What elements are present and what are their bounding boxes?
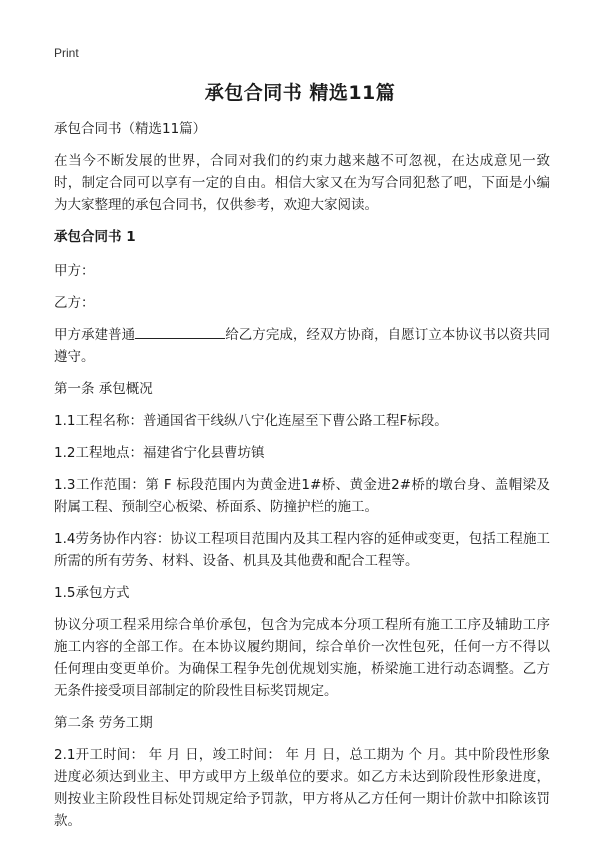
item-1-5: 1.5承包方式 — [54, 585, 130, 601]
agreement-text-before: 甲方承建普通 — [54, 327, 136, 343]
article-1-title: 第一条 承包概况 — [54, 381, 153, 397]
item-1-1: 1.1工程名称：普通国省干线纵八宁化连屋至下曹公路工程F标段。 — [54, 413, 448, 429]
intro-paragraph: 在当今不断发展的世界，合同对我们的约束力越来越不可忽视，在达成意见一致时，制定合同可以享有一定的自由。相信大家又在为写合同犯愁了吧，下面是小编为大家整理的承包合同书，仅供参考，欢迎大家阅读。 — [54, 153, 550, 213]
document-subtitle: 承包合同书（精选11篇） — [54, 121, 207, 137]
item-1-4: 1.4劳务协作内容：协议工程项目范围内及其工程内容的延伸或变更，包括工程施工所需的所有劳务、材料、设备、机具及其他费和配合工程等。 — [54, 531, 550, 569]
item-1-5-body: 协议分项工程采用综合单价承包，包含为完成本分项工程所有施工工序及辅助工序施工内容的全部工作。在本协议履约期间，综合单价一次性包死，任何一方不得以任何理由变更单价。为确保工程争先创优规划实施，桥梁施工进行动态调整。乙方无条件接受项目部制定的阶段性目标奖罚规定。 — [54, 617, 550, 699]
blank-underline — [135, 324, 225, 339]
document-body — [54, 118, 550, 842]
print-label: Print — [54, 46, 79, 60]
party-a-line: 甲方： — [54, 263, 95, 279]
item-1-3: 1.3工作范围：第 F 标段范围内为黄金进1#桥、黄金进2#桥的墩台身、盖帽梁及附属工程、预制空心板梁、桥面系、防撞护栏的施工。 — [54, 477, 550, 515]
agreement-text-after: 给乙方完成，经双方协商，自愿订立本协议书以资共同遵守。 — [54, 327, 551, 365]
section-heading: 承包合同书 1 — [54, 229, 136, 245]
article-2-title: 第二条 劳务工期 — [54, 715, 153, 731]
document-title: 承包合同书 精选11篇 — [204, 82, 396, 104]
party-b-line: 乙方： — [54, 295, 95, 311]
item-1-2: 1.2工程地点：福建省宁化县曹坊镇 — [54, 445, 265, 461]
item-2-1: 2.1开工时间： 年 月 日，竣工时间： 年 月 日，总工期为 个 月。其中阶段性形象进度必须达到业主、甲方或甲方上级单位的要求。如乙方未达到阶段性形象进度，则按业主阶段性目标处罚规定给予罚款，甲方将从乙方任何一期计价款中扣除该罚款。 — [54, 747, 550, 829]
agreement-paragraph — [54, 324, 550, 368]
